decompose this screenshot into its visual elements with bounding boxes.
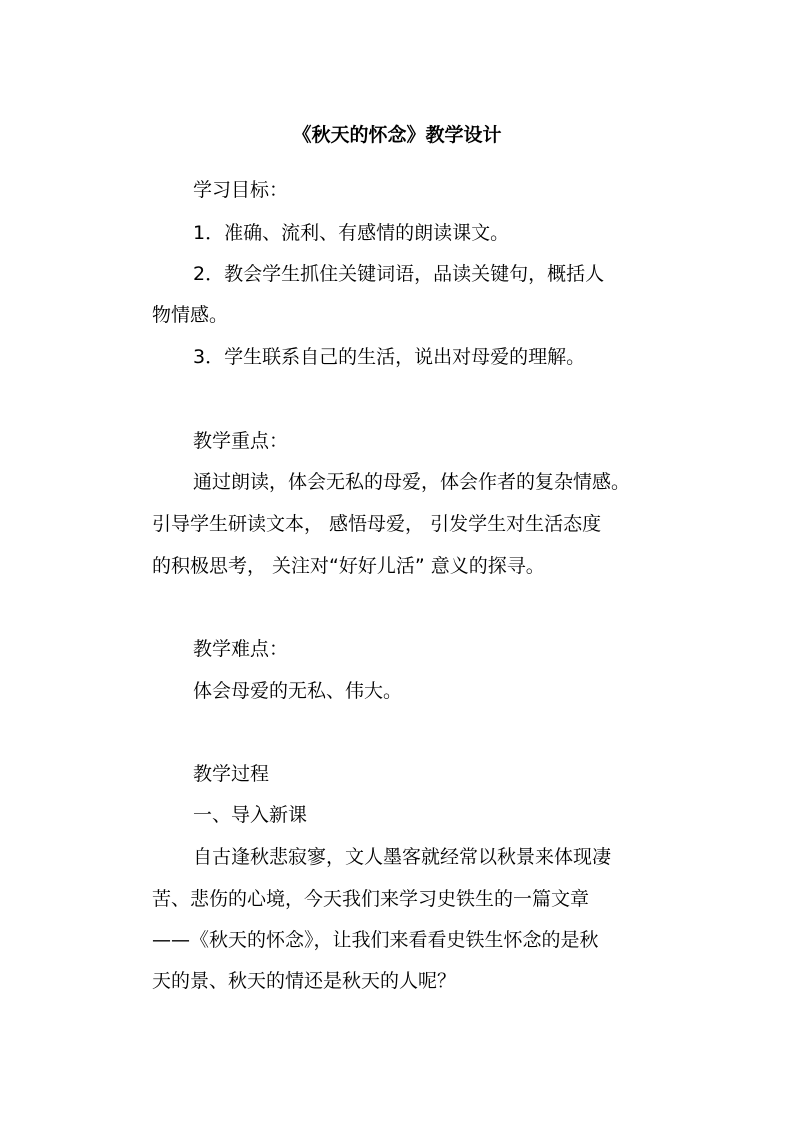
document-title: 《秋天的怀念》教学设计 <box>292 124 502 146</box>
difficulties-line-1: 体会母爱的无私、伟大。 <box>193 680 403 702</box>
process-line-4: 天的景、秋天的情还是秋天的人呢？ <box>152 970 457 992</box>
key-points-heading: 教学重点： <box>193 430 289 452</box>
goal-item-2-continued: 物情感。 <box>152 304 229 326</box>
difficulties-heading: 教学难点： <box>193 638 289 660</box>
key-points-line-3: 的积极思考， 关注对“好好儿活” 意义的探寻。 <box>152 555 545 577</box>
key-points-line-2: 引导学生研读文本， 感悟母爱， 引发学生对生活态度 <box>152 513 602 535</box>
process-line-1: 自古逢秋悲寂寥，文人墨客就经常以秋景来体现凄 <box>193 846 612 868</box>
process-heading: 教学过程 <box>193 763 270 785</box>
key-points-line-1: 通过朗读，体会无私的母爱，体会作者的复杂情感。 <box>193 471 631 493</box>
goals-heading: 学习目标： <box>193 179 289 201</box>
goal-item-3: 3．学生联系自己的生活，说出对母爱的理解。 <box>193 346 586 368</box>
goal-item-2: 2．教会学生抓住关键词语，品读关键句，概括人 <box>193 263 605 285</box>
process-section-1-heading: 一、导入新课 <box>193 804 308 826</box>
process-line-3: ——《秋天的怀念》，让我们来看看史铁生怀念的是秋 <box>152 929 599 951</box>
process-line-2: 苦、悲伤的心境，今天我们来学习史铁生的一篇文章 <box>152 888 590 910</box>
goal-item-1: 1．准确、流利、有感情的朗读课文。 <box>193 222 510 244</box>
